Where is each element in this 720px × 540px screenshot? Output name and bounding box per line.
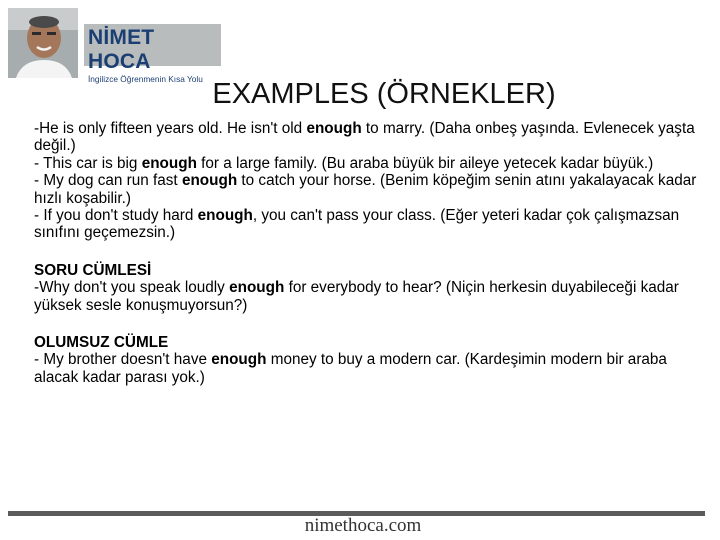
logo-title: NİMET HOCA [88, 26, 155, 73]
example-sentence: -He is only fifteen years old. He isn't old enough to marry. (Daha onbeş yaşında. Evlenecek yaşta değil.) [34, 120, 695, 155]
logo-subtitle: İngilizce Öğrenmenin Kısa Yolu [88, 74, 203, 84]
slide-body [34, 120, 706, 386]
footer-website: nimethoca.com [304, 515, 422, 536]
example-sentence: - If you don't study hard enough, you can't pass your class. (Eğer yeteri kadar çok çalışmazsan sınıfını geçemezsin.) [34, 207, 680, 242]
presenter-photo [8, 8, 78, 78]
question-label: SORU CÜMLESİ [34, 261, 152, 279]
question-sentence: -Why don't you speak loudly enough for everybody to hear? (Niçin herkesin duyabileceği kadar yüksek sesle konuşmuyorsun?) [34, 279, 679, 314]
keyword-enough: enough [306, 120, 362, 137]
slide-title: EXAMPLES (ÖRNEKLER) [212, 78, 556, 110]
keyword-enough: enough [181, 172, 238, 190]
brand-logo [84, 24, 221, 84]
keyword-enough: enough [211, 351, 267, 369]
example-sentence: - This car is big enough for a large family. (Bu araba büyük bir aileye yetecek kadar büyük.) [34, 154, 654, 172]
negative-sentence: - My brother doesn't have enough money to buy a modern car. (Kardeşimin modern bir araba alacak kadar parası yok.) [34, 351, 667, 386]
keyword-enough: enough [197, 207, 253, 225]
example-sentence: - My dog can run fast enough to catch your horse. (Benim köpeğim senin atını yakalayacak kadar hızlı koşabilir.) [34, 172, 697, 207]
keyword-enough: enough [141, 154, 197, 172]
keyword-enough: enough [229, 279, 285, 297]
negative-label: OLUMSUZ CÜMLE [34, 334, 169, 352]
